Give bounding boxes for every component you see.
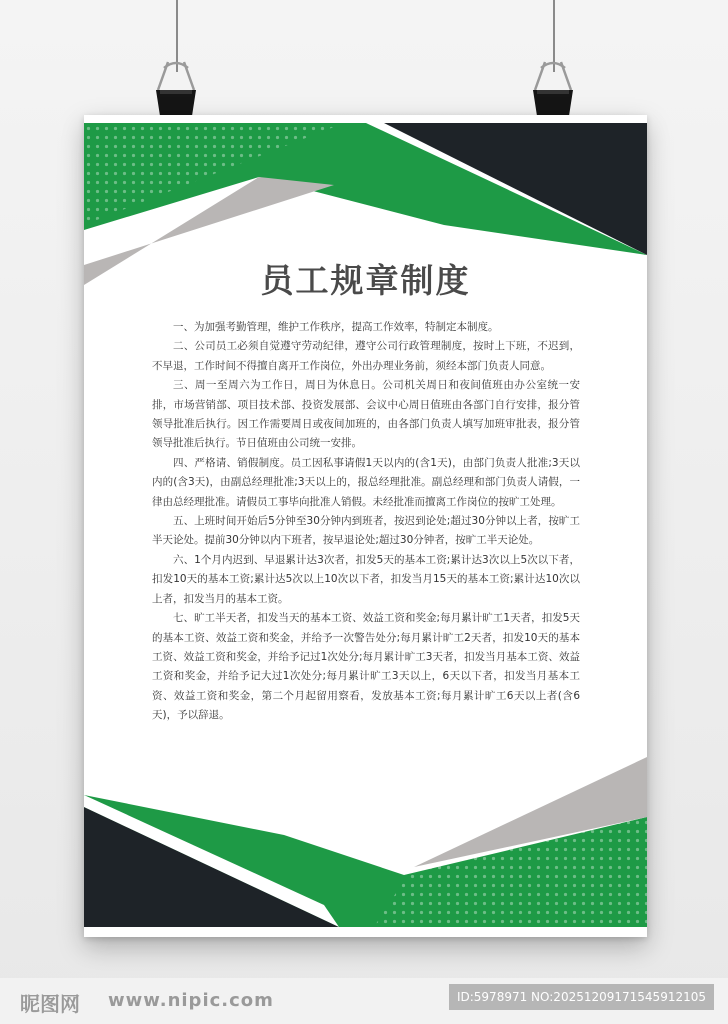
- paragraph: 三、周一至周六为工作日，周日为休息日。公司机关周日和夜间值班由办公室统一安排，市场营销部、项目技术部、投资发展部、会议中心周日值班由各部门自行安排，报分管领导批准后执行。因工作需要周日或夜间加班的，由各部门负责人填写加班审批表，报分管领导批准后执行。节日值班由公司统一安排。: [152, 379, 580, 450]
- binder-clip-left-icon: [150, 60, 202, 120]
- poster-sheet: [84, 115, 647, 937]
- watermark-logo: 昵图网: [20, 992, 80, 1016]
- page-title: 员工规章制度: [260, 261, 471, 300]
- document-body: [152, 318, 580, 726]
- paragraph: 二、公司员工必须自觉遵守劳动纪律，遵守公司行政管理制度，按时上下班，不迟到，不早退，工作时间不得擅自离开工作岗位，外出办理业务前，须经本部门负责人同意。: [152, 340, 580, 372]
- watermark-footer: [0, 978, 728, 1024]
- paragraph: 四、严格请、销假制度。员工因私事请假1天以内的(含1天)，由部门负责人批准;3天以内的(含3天)，由副总经理批准;3天以上的，报总经理批准。副总经理和部门负责人请假，一律由总经理批准。请假员工事毕向批准人销假。未经批准而擅离工作岗位的按旷工处理。: [152, 456, 580, 508]
- paragraph: 七、旷工半天者，扣发当天的基本工资、效益工资和奖金;每月累计旷工1天者，扣发5天的基本工资、效益工资和奖金，并给予一次警告处分;每月累计旷工2天者，扣发10天的基本工资、效益工资和奖金，并给予记过1次处分;每月累计旷工3天者，扣发当月基本工资、效益工资和奖金，并给予记大过1次处分;每月累计旷工3天以上，6天以下者，扣发当月基本工资、效益工资和奖金，第二个月起留用察看，发放基本工资;每月累计旷工6天以上者(含6天)，予以辞退。: [152, 612, 580, 722]
- paragraph: 五、上班时间开始后5分钟至30分钟内到班者，按迟到论处;超过30分钟以上者，按旷工半天论处。提前30分钟以内下班者，按早退论处;超过30分钟者，按旷工半天论处。: [152, 515, 580, 547]
- watermark-site: www.nipic.com: [108, 990, 274, 1011]
- paragraph: 一、为加强考勤管理，维护工作秩序，提高工作效率，特制定本制度。: [173, 321, 499, 333]
- watermark-id-tag: ID:5978971 NO:20251209171545912105: [449, 984, 714, 1010]
- binder-clip-right-icon: [527, 60, 579, 120]
- paragraph: 六、1个月内迟到、早退累计达3次者，扣发5天的基本工资;累计达3次以上5次以下者，扣发10天的基本工资;累计达5次以上10次以下者，扣发当月15天的基本工资;累计达10次以上者，扣发当月的基本工资。: [152, 553, 580, 605]
- bottom-geometric-decoration: [84, 755, 647, 937]
